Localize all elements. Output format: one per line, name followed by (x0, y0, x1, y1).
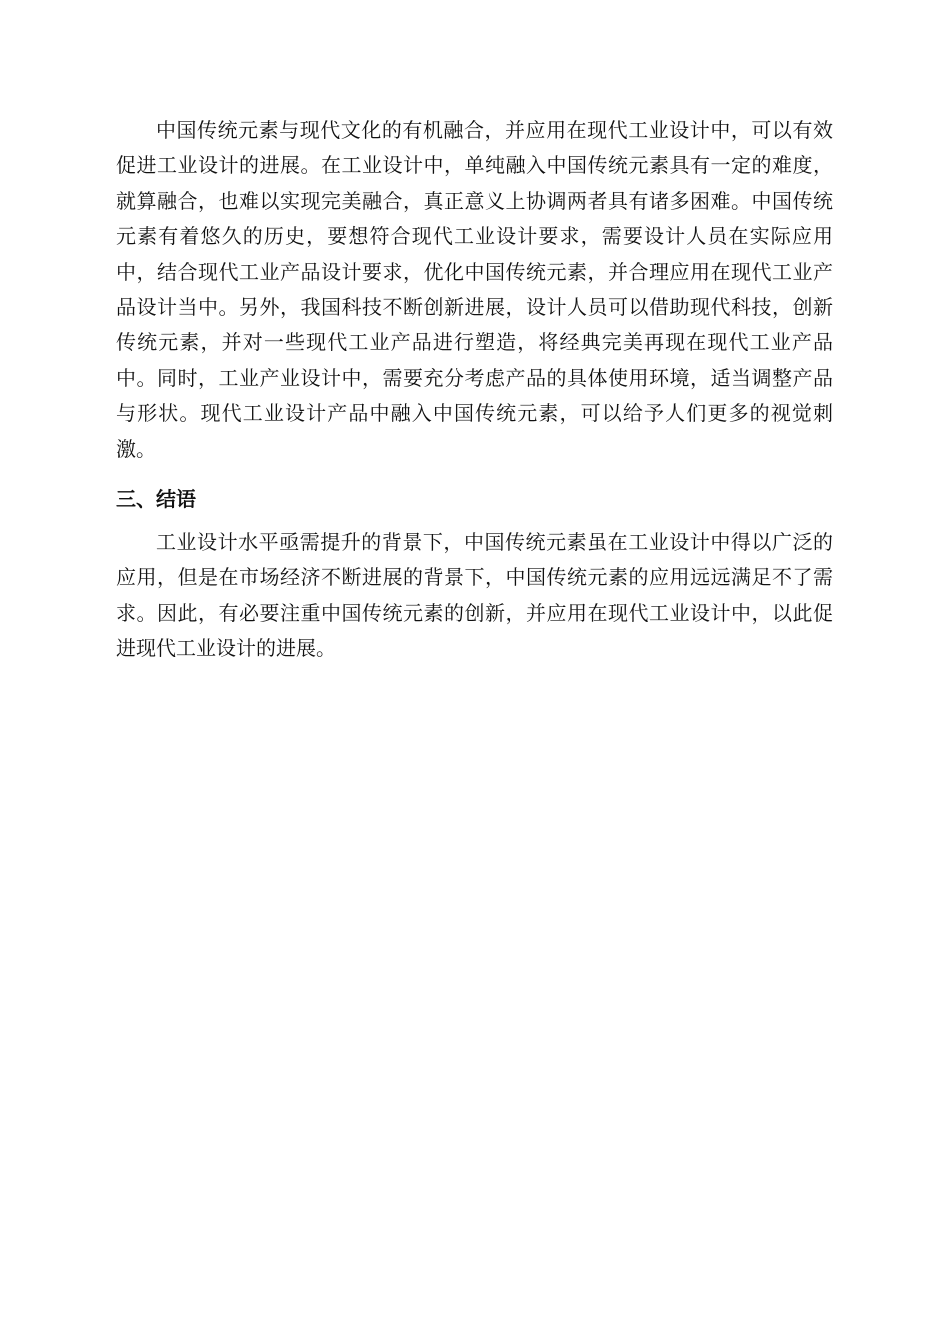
body-paragraph-1: 中国传统元素与现代文化的有机融合，并应用在现代工业设计中，可以有效促进工业设计的进展。在工业设计中，单纯融入中国传统元素具有一定的难度，就算融合，也难以实现完美融合，真正意义上协调两者具有诸多困难。中国传统元素有着悠久的历史，要想符合现代工业设计要求，需要设计人员在实际应用中，结合现代工业产品设计要求，优化中国传统元素，并合理应用在现代工业产品设计当中。另外，我国科技不断创新进展，设计人员可以借助现代科技，创新传统元素，并对一些现代工业产品进行塑造，将经典完美再现在现代工业产品中。同时，工业产业设计中，需要充分考虑产品的具体使用环境，适当调整产品与形状。现代工业设计产品中融入中国传统元素，可以给予人们更多的视觉刺激。 (116, 118, 833, 461)
document-body (116, 113, 833, 667)
body-paragraph-2: 工业设计水平亟需提升的背景下，中国传统元素虽在工业设计中得以广泛的应用，但是在市场经济不断进展的背景下，中国传统元素的应用远远满足不了需求。因此，有必要注重中国传统元素的创新，并应用在现代工业设计中，以此促进现代工业设计的进展。 (116, 530, 833, 661)
section-heading-conclusion: 三、结语 (116, 487, 196, 512)
